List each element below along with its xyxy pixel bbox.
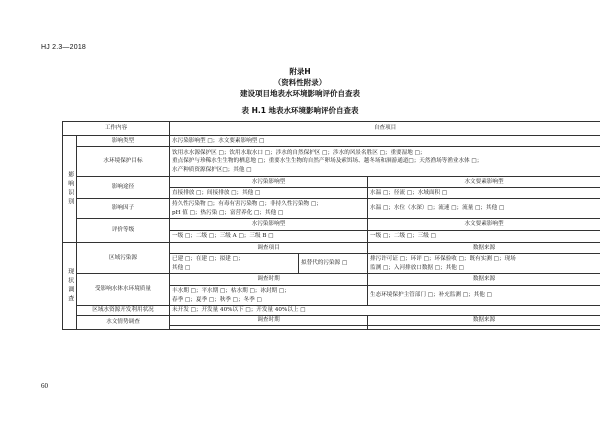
- table-row: [63, 177, 600, 188]
- standard-code: HJ 2.3—2018: [41, 44, 87, 51]
- row-value-line: 持久性污染物 □；有毒有害污染物 □；非持久性污染物 □；: [172, 201, 322, 208]
- table-row: [63, 243, 600, 254]
- row-value: 一级 □；二级 □；三级 A □；三级 B □: [170, 231, 368, 243]
- table-row: [63, 306, 600, 316]
- subheader: 调查时期: [170, 316, 368, 326]
- row-label: 影响因子: [77, 199, 170, 219]
- row-value-line: 其他 □: [172, 264, 191, 271]
- row-label: 影响类型: [77, 136, 170, 147]
- table-row: [63, 136, 600, 147]
- appendix-main-title: 建设项目地表水环境影响评价自查表: [240, 89, 360, 98]
- row-value-line: 已建 □；在建 □；拟建 □；: [172, 256, 244, 263]
- row-label: 水文情势调查: [77, 316, 170, 330]
- row-value-line: 春季 □；夏季 □；秋季 □；冬季 □: [172, 296, 262, 303]
- row-value-line: 监测 □；入河排放口数据 □；其他 □: [370, 264, 464, 271]
- row-value: 未开发 □；开发量 40%以下 □；开发量 40%以上 □: [170, 306, 600, 316]
- table-row: [63, 199, 600, 219]
- header-items: 自查项目: [170, 122, 600, 136]
- row-label: 区域水资源开发利用状况: [77, 306, 170, 316]
- row-label: 评价等级: [77, 219, 170, 243]
- table-row: [63, 316, 600, 326]
- subheader: 水文要素影响型: [368, 177, 600, 188]
- table-row: [63, 147, 600, 177]
- row-value-line: 丰水期 □；平水期 □；枯水期 □；冰封期 □；: [172, 288, 290, 295]
- row-value: 水温 □；径流 □；水域面积 □: [368, 188, 600, 199]
- self-check-table: [62, 121, 600, 330]
- row-value: [170, 147, 600, 177]
- group-status-survey: 现状调查: [63, 243, 77, 330]
- group-impact-identification: 影响识别: [63, 136, 77, 243]
- table-row: [63, 219, 600, 231]
- row-value: [170, 286, 368, 306]
- row-value: 直接排放 □；间接排放 □；其他 □: [170, 188, 368, 199]
- row-value: [170, 254, 299, 274]
- appendix-type: （资料性附录）: [273, 78, 327, 87]
- row-value: 水温 □；水位（水深）□；流速 □；流量 □；其他 □: [368, 199, 600, 219]
- subheader: 数据来源: [368, 243, 600, 254]
- row-label: 受影响水体水环境质量: [77, 274, 170, 306]
- subheader: 调查时期: [170, 274, 368, 286]
- subheader: 水污染影响型: [170, 219, 368, 231]
- subheader: 数据来源: [368, 274, 600, 286]
- row-value: [170, 199, 368, 219]
- row-value-line: 饮用水水源保护区 □；饮用水取水口 □；涉水的自然保护区 □；涉水的风景名胜区 □；重要湿地 □；: [172, 149, 426, 156]
- row-value: [368, 254, 600, 274]
- row-value: 水污染影响型 □；水文要素影响型 □: [170, 136, 600, 147]
- subheader: 水文要素影响型: [368, 219, 600, 231]
- appendix-title: 附录H: [289, 67, 311, 76]
- header-work: 工作内容: [63, 122, 170, 136]
- row-value-line: 重点保护与珍稀水生生物的栖息地 □；重要水生生物的自然产卵场及索饵场、越冬场和洄游通道□；天然渔场等渔业水体 □；: [172, 158, 483, 165]
- subheader: 数据来源: [368, 316, 600, 326]
- row-label: 区域污染源: [77, 243, 170, 274]
- subheader: 水污染影响型: [170, 177, 368, 188]
- empty-cell: [368, 326, 600, 330]
- subheader: 调查项目: [170, 243, 368, 254]
- row-value: 一级 □；二级 □；三级 □: [368, 231, 600, 243]
- row-value: 生态环境保护主管部门 □；补充监测 □；其他 □: [368, 286, 600, 306]
- row-label: 水环境保护目标: [77, 147, 170, 177]
- page-number: 60: [41, 382, 48, 390]
- table-row: [63, 274, 600, 286]
- empty-cell: [170, 326, 368, 330]
- row-value-line: 水产种质资源保护区□；其他 □: [172, 166, 252, 173]
- row-value-line: pH 值 □；热污染 □；富营养化 □；其他 □: [172, 209, 284, 216]
- table-caption: 表 H.1 地表水环境影响评价自查表: [241, 106, 359, 115]
- table-header-row: [63, 122, 600, 136]
- row-label: 影响途径: [77, 177, 170, 199]
- row-value: 拟替代的污染源 □: [299, 254, 368, 274]
- row-value-line: 排污许可证 □；环评 □；环保验收 □；既有实测 □；现场: [370, 256, 516, 263]
